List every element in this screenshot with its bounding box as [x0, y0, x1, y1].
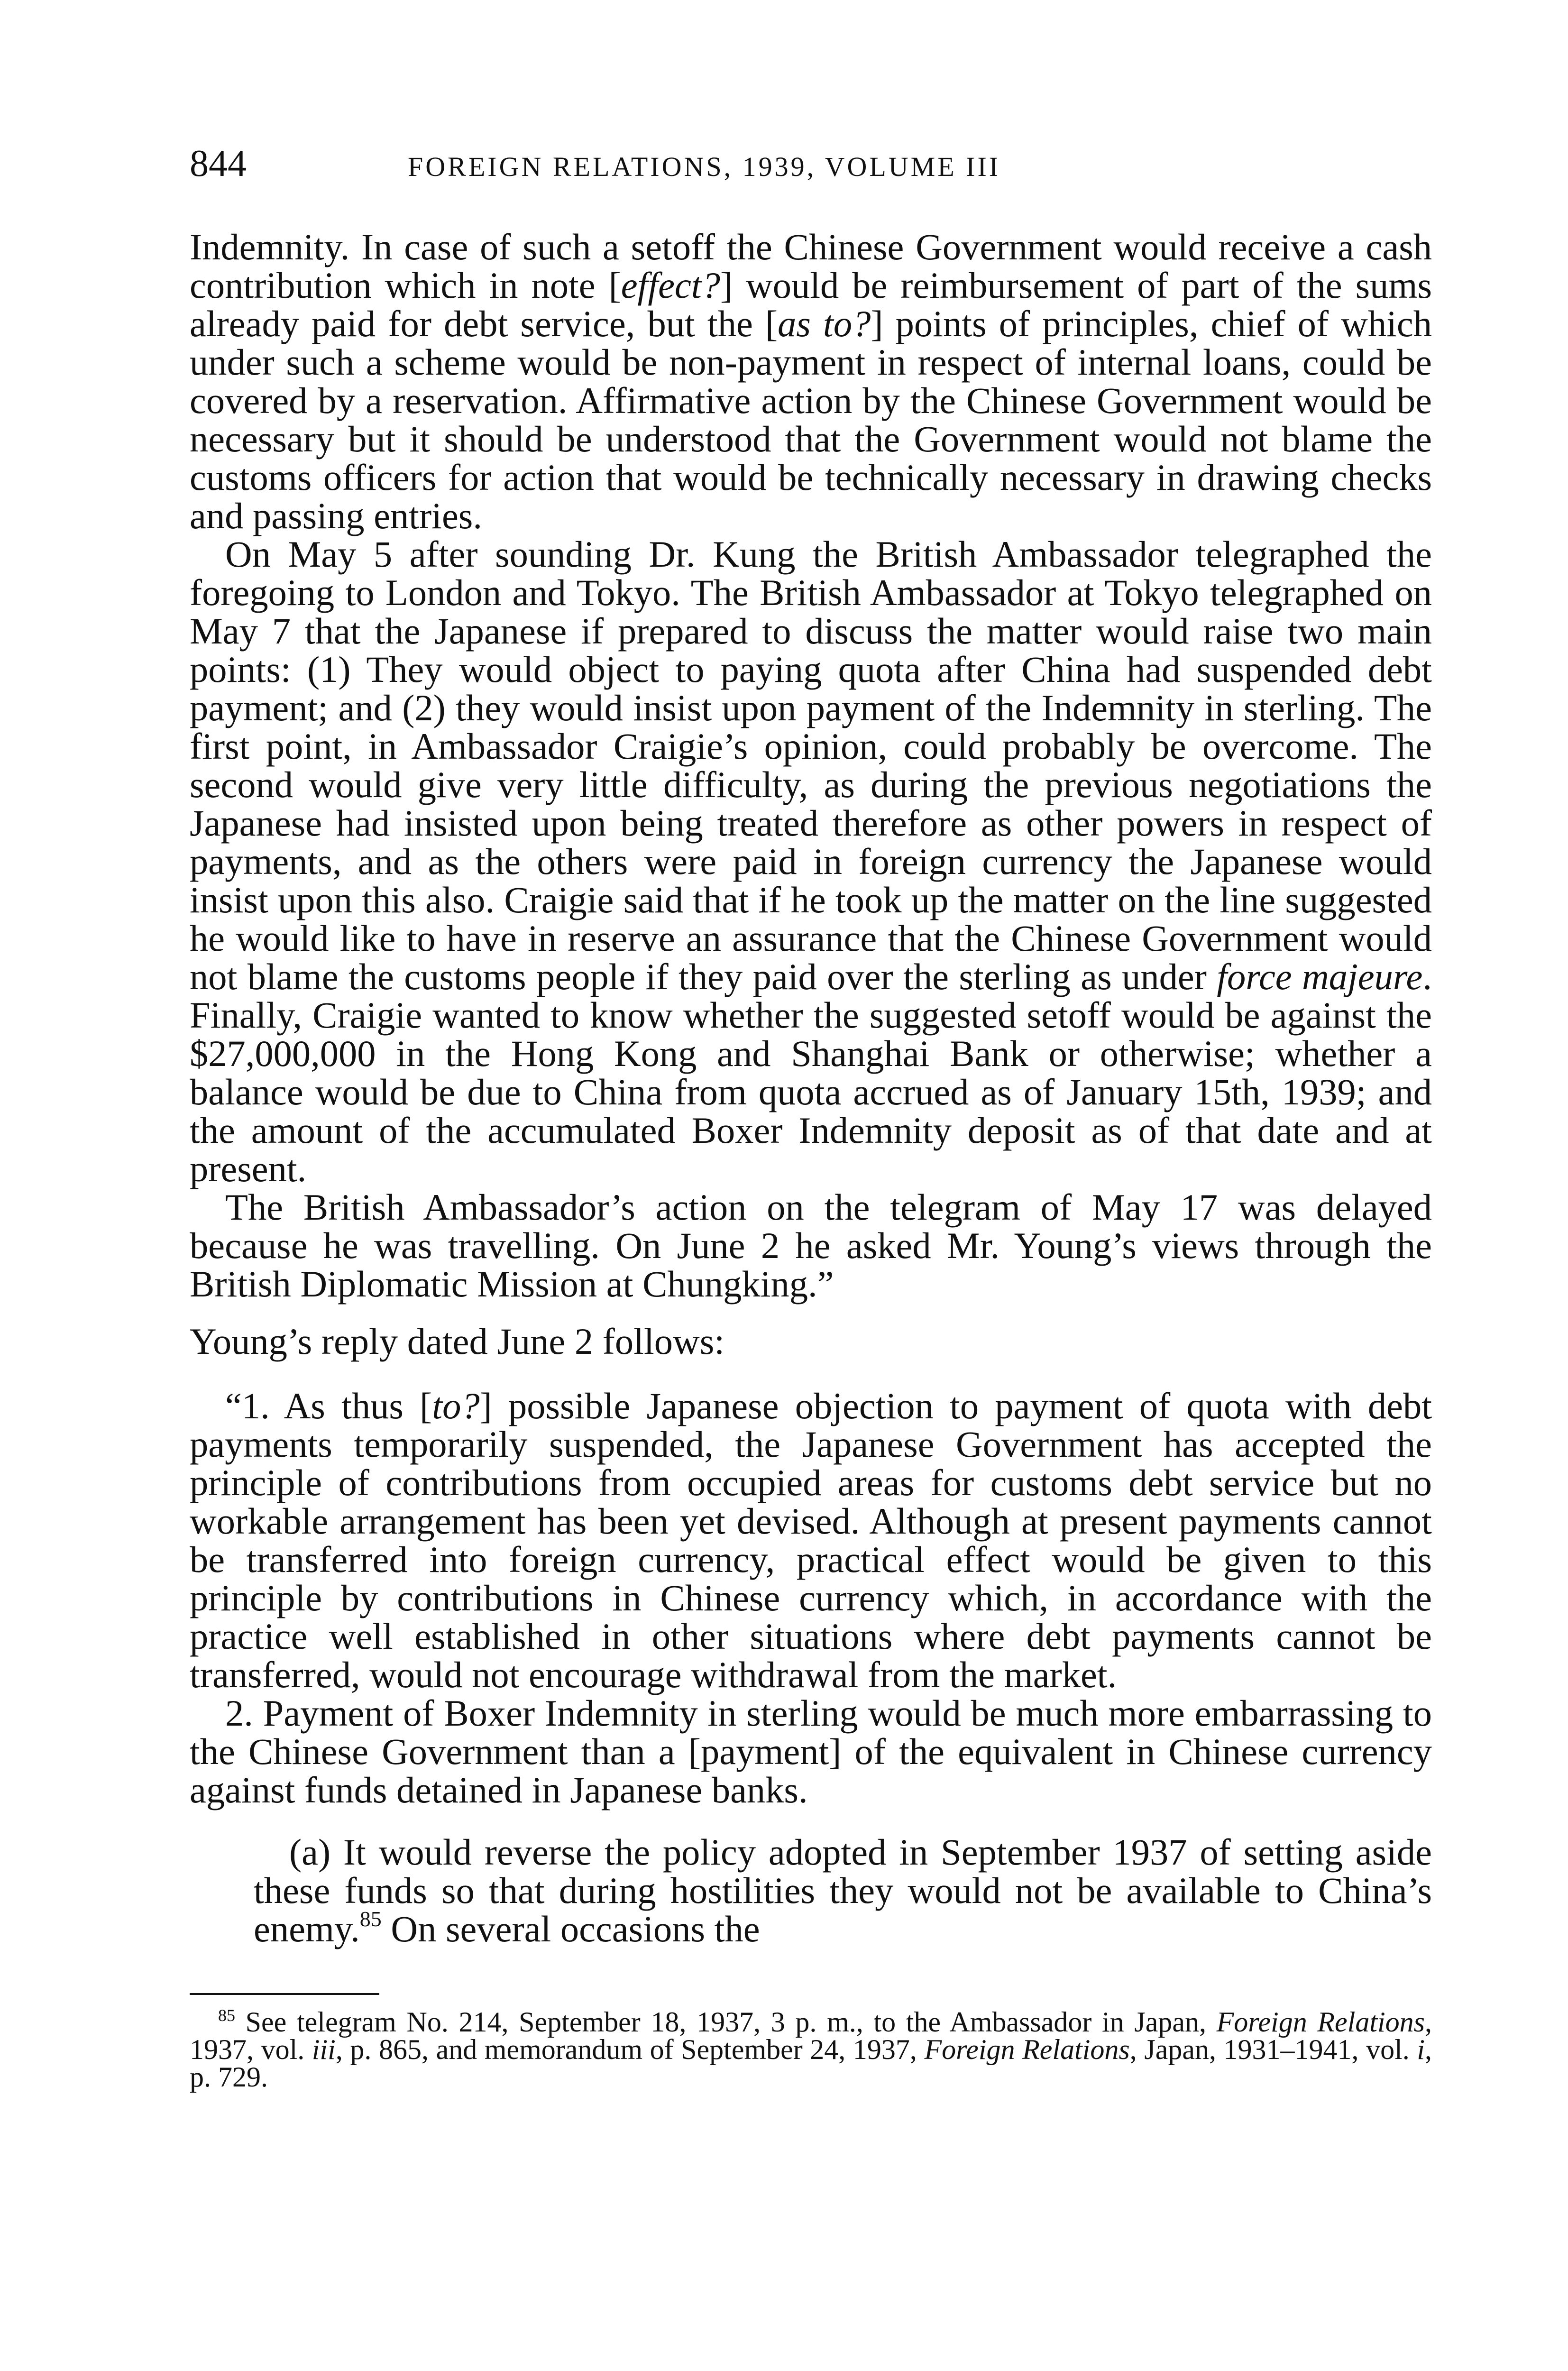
paragraph-7	[254, 1833, 1432, 1948]
paragraph-6: 2. Payment of Boxer Indemnity in sterling would be much more embarrassing to the Chinese Government than a [payment] of the equivalent in Chinese currency against funds detained in Japanese banks.	[190, 1692, 1432, 1810]
footnote	[190, 2008, 1432, 2091]
text-run: , p. 865, and memorandum of September 24, 1937,	[335, 2034, 925, 2065]
text-run: ] possible Japanese objection to payment of quota with debt payments temporarily suspended, the Japanese Government has accepted the principle of contributions from occupied areas for customs debt service but no workable arrangement has been yet devised. Although at present payments cannot be transferred into foreign currency, practical effect would be given to this principle by contributions in Chinese currency which, in accordance with the practice well established in other situations where debt payments cannot be transferred, would not encourage withdrawal from the market.	[190, 1385, 1432, 1695]
paragraph-1	[190, 228, 1432, 535]
footnote-reference[interactable]: 85	[359, 1907, 382, 1931]
text-run: ] would be reimbursement of part of the sums already paid for debt service, but the [	[190, 265, 1432, 344]
italic-text: i	[1417, 2034, 1425, 2065]
footnote-mark: 85	[218, 2006, 235, 2025]
paragraph-3: The British Ambassador’s action on the telegram of May 17 was delayed because he was travelling. On June 2 he asked Mr. Young’s views through the British Diplomatic Mission at Chungking.”	[190, 1186, 1432, 1305]
body-text	[190, 228, 1432, 1948]
text-run: Indemnity. In case of such a setoff the Chinese Government would receive a cash contribution which in note [	[190, 226, 1432, 306]
paragraph-2	[190, 535, 1432, 1188]
document-page	[190, 142, 1432, 2091]
text-run: On several occasions the	[381, 1908, 760, 1949]
text-run: , 1937, vol.	[190, 2006, 1432, 2065]
text-run: On May 5 after sounding Dr. Kung the British Ambassador telegraphed the foregoing to London and Tokyo. The British Ambassador at Tokyo telegraphed on May 7 that the Japanese if prepared to discuss the matter would raise two main points: (1) They would object to paying quota after China had suspended debt payment; and (2) they would insist upon payment of the Indemnity in sterling. The first point, in Ambassador Craigie’s opinion, could probably be overcome. The second would give very little difficulty, as during the previous negotiations the Japanese had insisted upon being treated therefore as other powers in respect of payments, and as the others were paid in foreign currency the Japanese would insist upon this also. Craigie said that if he took up the matter on the line suggested he would like to have in reserve an assurance that the Chinese Government would not blame the customs people if they paid over the sterling as under	[190, 533, 1432, 997]
paragraph-5	[190, 1387, 1432, 1694]
italic-text: Foreign Relations	[924, 2034, 1130, 2065]
running-header	[190, 142, 1432, 194]
italic-text: as to?	[778, 303, 871, 344]
paragraph-4: Young’s reply dated June 2 follows:	[190, 1321, 725, 1362]
text-run: ] points of principles, chief of which under such a scheme would be non-payment in respect of internal loans, could be covered by a reservation. Affirmative action by the Chinese Government would be necessary but it should be understood that the Government would not blame the customs officers for action that would be technically necessary in drawing checks and passing entries.	[190, 303, 1432, 536]
text-run: , p. 729.	[190, 2034, 1432, 2093]
italic-text: to?	[432, 1385, 480, 1426]
text-run: . Finally, Craigie wanted to know whether the suggested setoff would be against the $27,000,000 in the Hong Kong and Shanghai Bank or otherwise; whether a balance would be due to China from quota accrued as of January 15th, 1939; and the amount of the accumulated Boxer Indemnity deposit as of that date and at present.	[190, 956, 1432, 1189]
page-number: 844	[190, 143, 247, 184]
text-run: “1. As thus [	[225, 1385, 432, 1426]
running-title: FOREIGN RELATIONS, 1939, VOLUME III	[408, 151, 1001, 182]
text-run: See telegram No. 214, September 18, 1937, 3 p. m., to the Ambassador in Japan,	[245, 2006, 1217, 2038]
italic-text: force majeure	[1217, 956, 1423, 997]
text-run: , Japan, 1931–1941, vol.	[1129, 2034, 1417, 2065]
italic-text: effect?	[621, 265, 720, 306]
italic-text: iii	[312, 2034, 336, 2065]
text-run: (a) It would reverse the policy adopted in September 1937 of setting aside these funds so that during hostilities they would not be available to China’s enemy.	[254, 1831, 1432, 1949]
italic-text: Foreign Relations	[1216, 2006, 1425, 2038]
footnote-divider	[190, 1993, 379, 1995]
